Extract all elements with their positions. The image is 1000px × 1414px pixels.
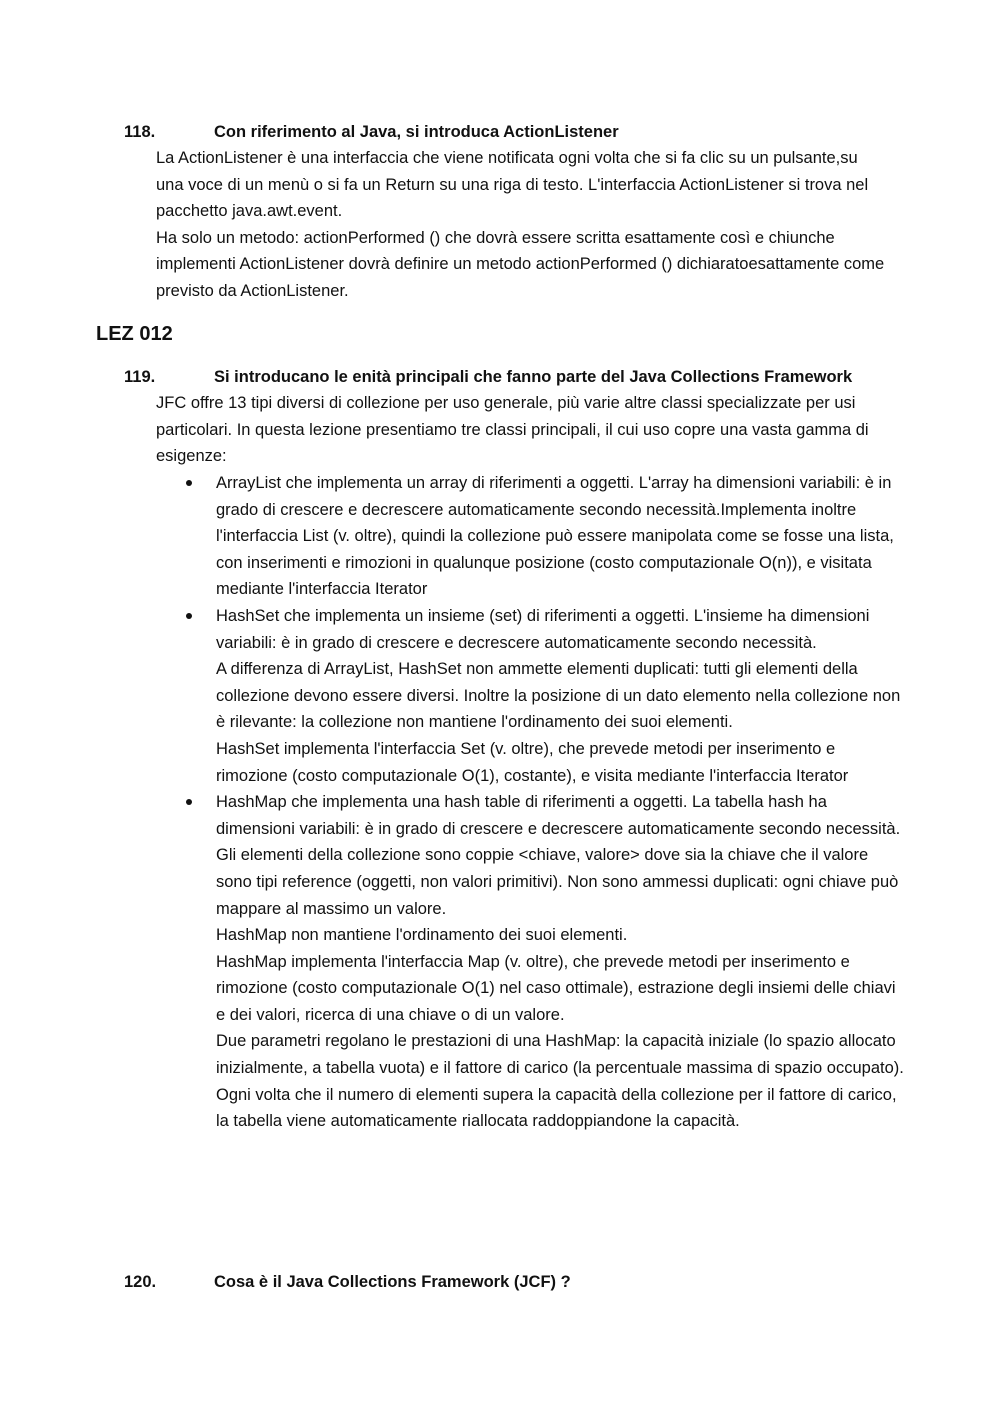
bullet-paragraph: HashMap che implementa una hash table di riferimenti a oggetti. La tabella hash ha dimensioni variabili: è in grado di crescere e decrescere automaticamente secondo necessità. <box>216 793 901 838</box>
question-120-heading <box>124 1270 571 1294</box>
bullet-paragraph: Gli elementi della collezione sono coppie <chiave, valore> dove sia la chiave che il valore sono tipi reference (oggetti, non valori primitivi). Non sono ammessi duplicati: ogni chiave può mappare al massimo un valore. <box>216 846 899 918</box>
bullet-hashmap <box>186 789 908 1135</box>
bullet-paragraph: HashSet che implementa un insieme (set) di riferimenti a oggetti. L'insieme ha dimensioni variabili: è in grado di crescere e decrescere automaticamente secondo necessità. <box>216 606 870 652</box>
question-119-heading <box>124 365 852 389</box>
bullet-icon <box>186 480 192 486</box>
answer-paragraph: JFC offre 13 tipi diversi di collezione per uso generale, più varie altre classi specializzate per usi particolari. In questa lezione presentiamo tre classi principali, il cui uso copre una vasta gamma di esigenze: <box>156 394 869 466</box>
bullet-arraylist <box>186 470 908 603</box>
bullet-hashset <box>186 603 908 789</box>
bullet-paragraph: HashSet implementa l'interfaccia Set (v. oltre), che prevede metodi per inserimento e rimozione (costo computazionale O(1), costante), e visita mediante l'interfaccia Iterator <box>216 739 849 785</box>
question-119-intro <box>156 390 901 470</box>
answer-paragraph: Ha solo un metodo: actionPerformed () che dovrà essere scritta esattamente così e chiunche implementi ActionListener dovrà definire un metodo actionPerformed () dichiaratoesattamente come previsto da ActionListener. <box>156 228 885 300</box>
collections-bullet-list <box>186 470 908 1135</box>
question-number: 120. <box>124 1273 157 1291</box>
bullet-icon <box>186 613 192 619</box>
bullet-paragraph: A differenza di ArrayList, HashSet non ammette elementi duplicati: tutti gli elementi della collezione devono essere diversi. Inoltre la posizione di un dato elemento nella collezione non è rilevante: la collezione non mantiene l'ordinamento dei suoi elementi. <box>216 660 901 732</box>
bullet-paragraph: HashMap non mantiene l'ordinamento dei suoi elementi. <box>216 926 628 945</box>
question-title: Si introducano le enità principali che fanno parte del Java Collections Framework <box>214 368 853 386</box>
question-title: Cosa è il Java Collections Framework (JCF) ? <box>214 1273 571 1291</box>
question-118-heading <box>124 120 619 144</box>
bullet-paragraph: HashMap implementa l'interfaccia Map (v. oltre), che prevede metodi per inserimento e rimozione (costo computazionale O(1) nel caso ottimale), estrazione degli insiemi delle chiavi e dei valori, ricerca di una chiave o di un valore. <box>216 952 896 1024</box>
question-number: 119. <box>124 368 156 386</box>
bullet-paragraph: Due parametri regolano le prestazioni di una HashMap: la capacità iniziale (lo spazio allocato inizialmente, a tabella vuota) e il fattore di carico (la percentuale massima di spazio occupato). Ogni volta che il numero di elementi supera la capacità della collezione per il fattore di carico, la tabella viene automaticamente riallocata raddoppiandone la capacità. <box>216 1032 904 1131</box>
answer-paragraph: La ActionListener è una interfaccia che viene notificata ogni volta che si fa clic su un pulsante,su una voce di un menù o si fa un Return su una riga di testo. L'interfaccia ActionListener si trova nel pacchetto java.awt.event. <box>156 149 869 221</box>
question-title: Con riferimento al Java, si introduca ActionListener <box>214 123 619 141</box>
lesson-heading: LEZ 012 <box>96 323 173 345</box>
bullet-icon <box>186 799 192 805</box>
bullet-paragraph: ArrayList che implementa un array di riferimenti a oggetti. L'array ha dimensioni variabili: è in grado di crescere e decrescere automaticamente secondo necessità.Implementa inoltre l'interfaccia List (v. oltre), quindi la collezione può essere manipolata come se fosse una lista, con inserimenti e rimozioni in qualunque posizione (costo computazionale O(n)), e visitata mediante l'interfaccia Iterator <box>216 474 894 599</box>
question-number: 118. <box>124 123 156 141</box>
question-118-answer <box>156 145 886 305</box>
